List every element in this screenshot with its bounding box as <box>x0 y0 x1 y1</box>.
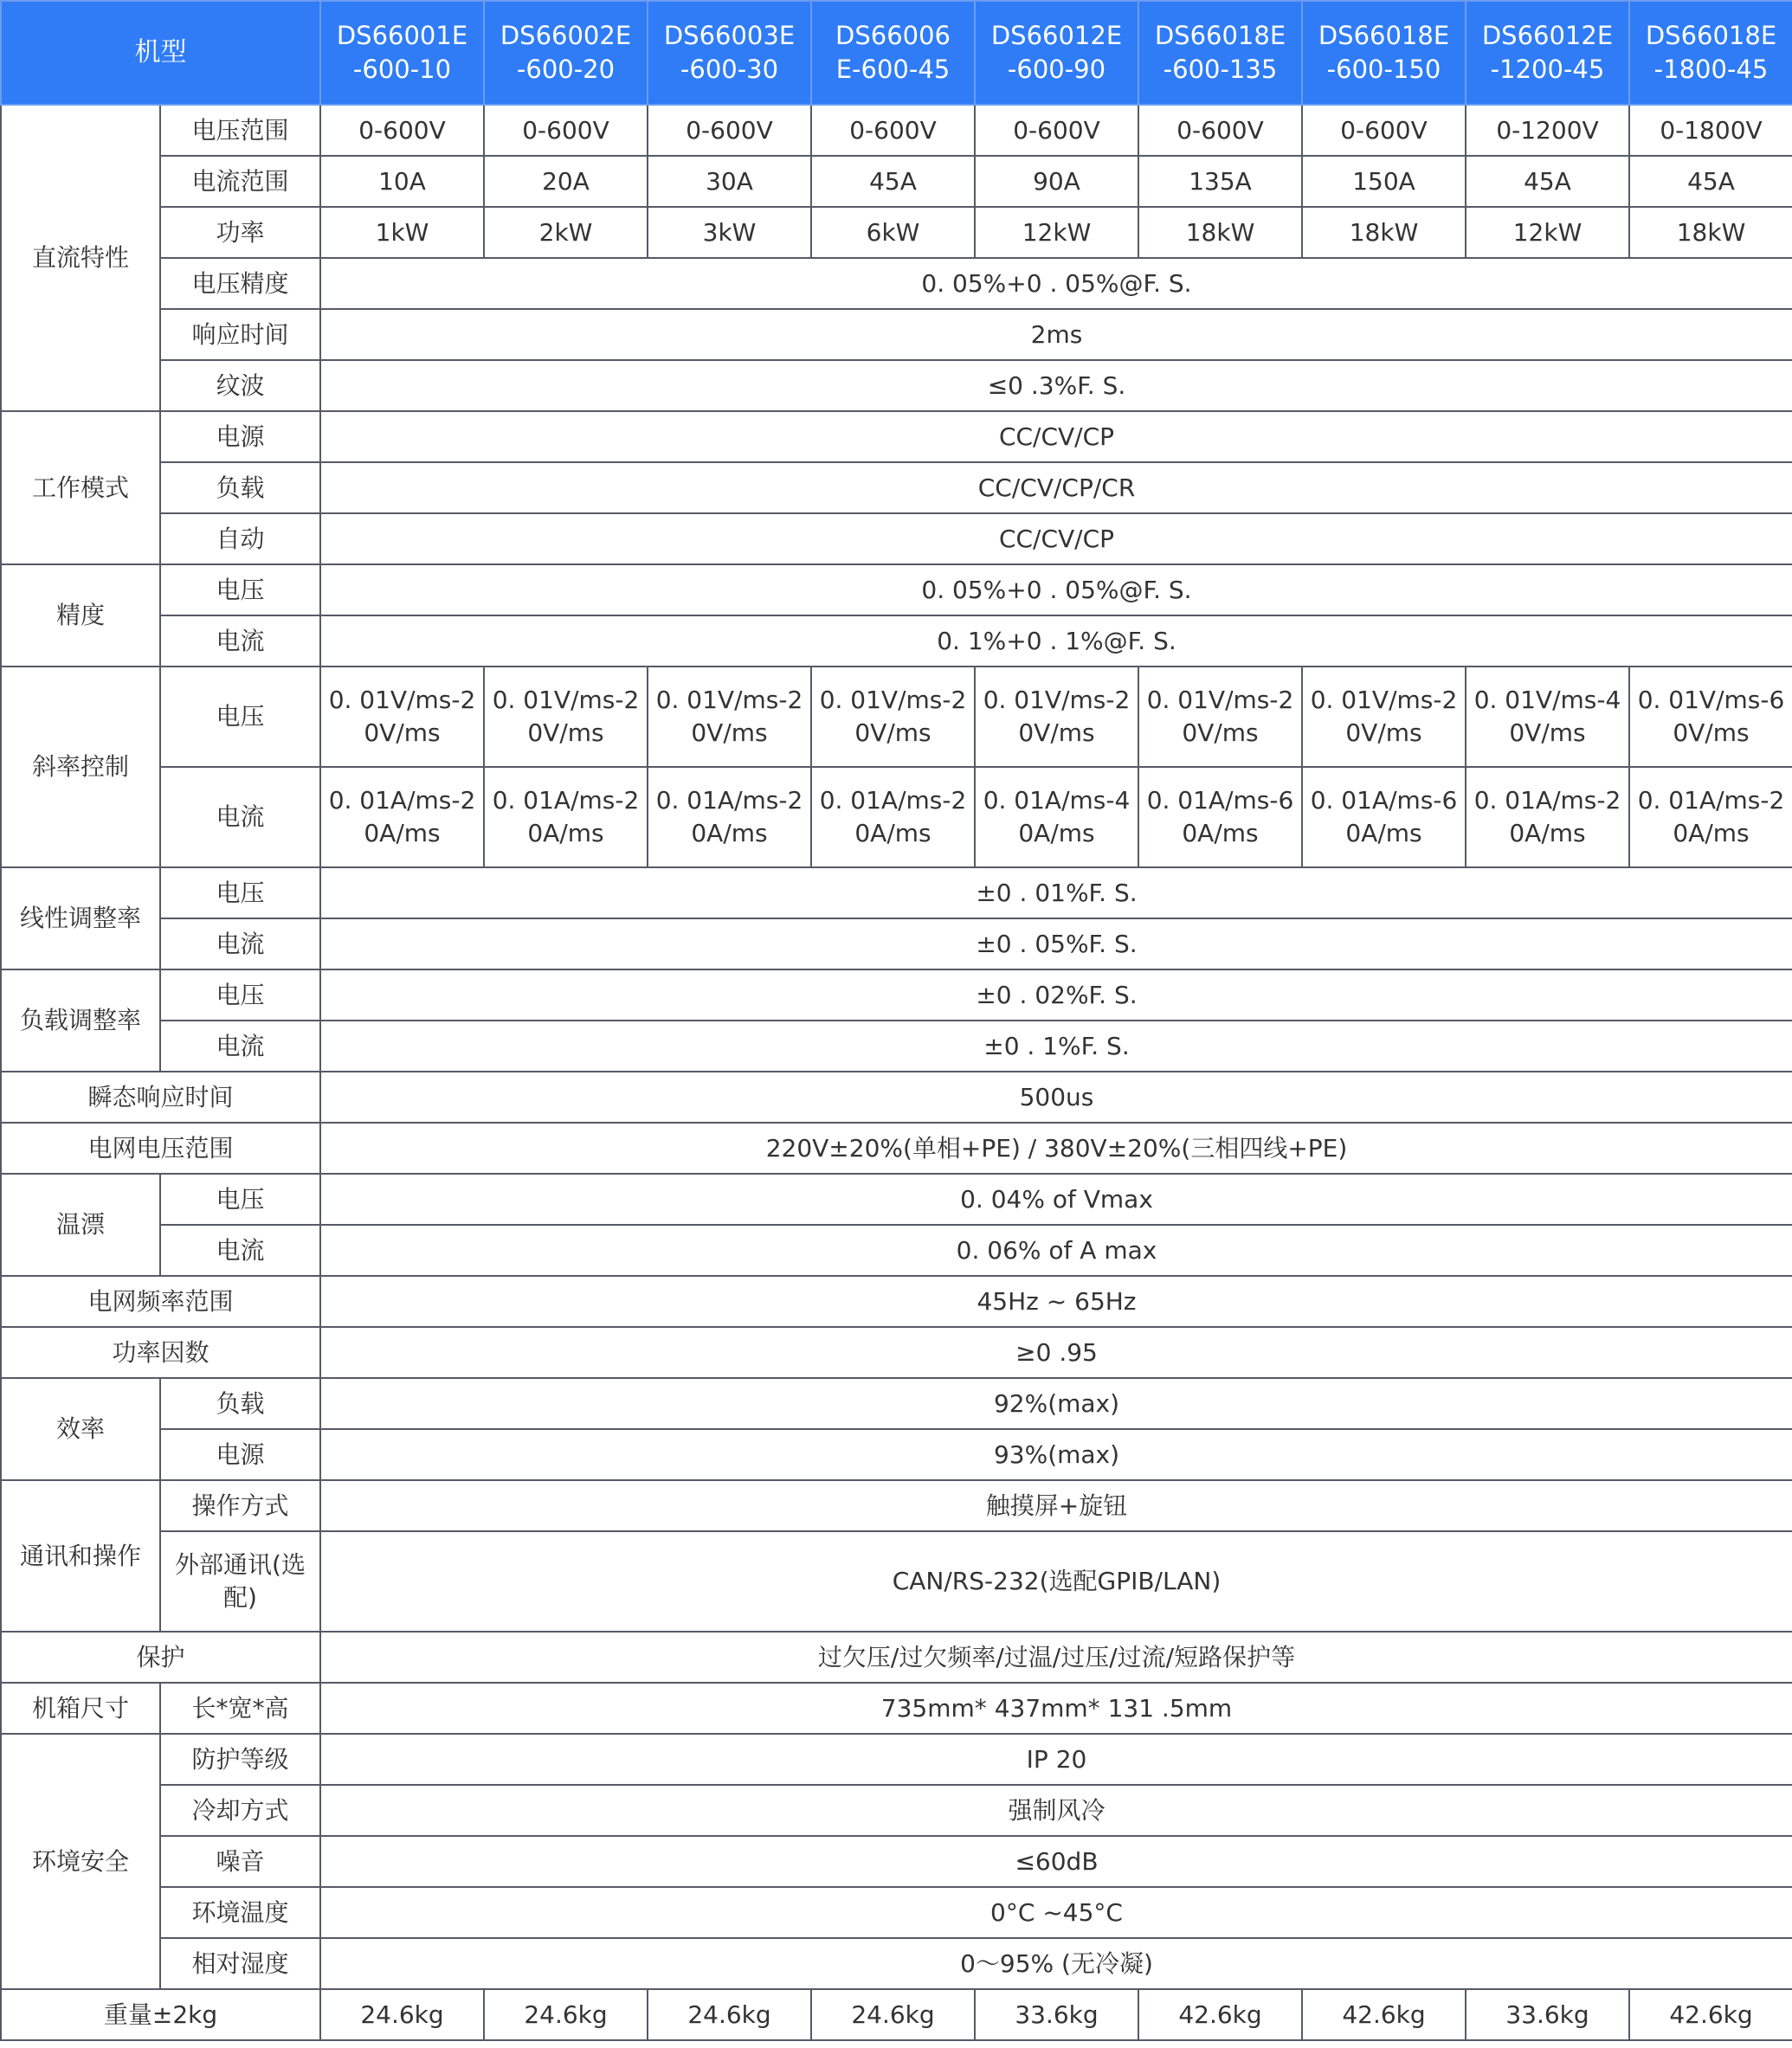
header-row <box>1 1 1792 105</box>
spec-value: 0. 01V/ms-20V/ms <box>648 667 811 767</box>
spec-value: 0. 01A/ms-20A/ms <box>811 767 975 867</box>
spec-wide-label: 电网频率范围 <box>1 1276 320 1327</box>
spec-item-label: 长*宽*高 <box>160 1683 320 1734</box>
spec-value: 90A <box>975 156 1138 207</box>
spec-row <box>1 615 1792 667</box>
spec-group-label: 温漂 <box>1 1174 160 1276</box>
spec-wide-label: 电网电压范围 <box>1 1123 320 1174</box>
spec-row <box>1 1734 1792 1785</box>
spec-row <box>1 411 1792 462</box>
model-name-line1: DS66001E <box>336 20 468 50</box>
spec-row <box>1 105 1792 156</box>
spec-group-label: 环境安全 <box>1 1734 160 1989</box>
spec-value: 0-600V <box>484 105 648 156</box>
spec-value-merged: 735mm* 437mm* 131 .5mm <box>320 1683 1792 1734</box>
model-header-5 <box>975 1 1138 105</box>
spec-value-merged: 强制风冷 <box>320 1785 1792 1836</box>
spec-value: 42.6kg <box>1302 1989 1466 2040</box>
spec-item-label: 负载 <box>160 462 320 513</box>
spec-row <box>1 513 1792 564</box>
spec-value-merged: IP 20 <box>320 1734 1792 1785</box>
model-name-line2: -1200-45 <box>1490 55 1605 84</box>
spec-row <box>1 462 1792 513</box>
spec-value: 0. 01V/ms-20V/ms <box>320 667 484 767</box>
spec-row <box>1 1378 1792 1429</box>
spec-row <box>1 1123 1792 1174</box>
spec-value-merged: 0. 05%+0 . 05%@F. S. <box>320 564 1792 615</box>
model-name-line2: E-600-45 <box>835 55 951 84</box>
spec-row <box>1 1174 1792 1225</box>
spec-item-label: 操作方式 <box>160 1480 320 1531</box>
spec-value: 0-1200V <box>1466 105 1629 156</box>
model-name-line2: -600-10 <box>352 55 452 84</box>
spec-value: 12kW <box>1466 207 1629 258</box>
model-name-line2: -1800-45 <box>1653 55 1769 84</box>
spec-value: 12kW <box>975 207 1138 258</box>
spec-wide-label: 功率因数 <box>1 1327 320 1378</box>
spec-value: 24.6kg <box>320 1989 484 2040</box>
spec-value: 2kW <box>484 207 648 258</box>
spec-item-label: 自动 <box>160 513 320 564</box>
spec-item-label: 相对湿度 <box>160 1938 320 1989</box>
spec-value: 135A <box>1138 156 1302 207</box>
spec-value: 18kW <box>1302 207 1466 258</box>
spec-row <box>1 1938 1792 1989</box>
spec-group-label: 精度 <box>1 564 160 667</box>
spec-item-label: 电压 <box>160 1174 320 1225</box>
model-header-2 <box>484 1 648 105</box>
spec-value-merged: 0°C ~45°C <box>320 1887 1792 1938</box>
spec-value: 0. 01V/ms-20V/ms <box>1302 667 1466 767</box>
spec-value: 24.6kg <box>648 1989 811 2040</box>
model-name-line1: DS66018E <box>1154 20 1286 50</box>
spec-row <box>1 1225 1792 1276</box>
spec-value: 30A <box>648 156 811 207</box>
spec-value: 3kW <box>648 207 811 258</box>
model-name-line2: -600-150 <box>1326 55 1441 84</box>
spec-value-merged: ±0 . 1%F. S. <box>320 1021 1792 1072</box>
spec-row <box>1 1429 1792 1480</box>
spec-group-label: 负载调整率 <box>1 969 160 1072</box>
spec-wide-label: 瞬态响应时间 <box>1 1072 320 1123</box>
spec-value: 0-600V <box>648 105 811 156</box>
spec-item-label: 电源 <box>160 1429 320 1480</box>
spec-row <box>1 918 1792 969</box>
spec-value-merged: 2ms <box>320 309 1792 360</box>
spec-value: 0. 01V/ms-20V/ms <box>975 667 1138 767</box>
spec-value: 6kW <box>811 207 975 258</box>
spec-value: 0-600V <box>975 105 1138 156</box>
spec-value: 33.6kg <box>975 1989 1138 2040</box>
model-header-4 <box>811 1 975 105</box>
spec-group-label: 工作模式 <box>1 411 160 564</box>
model-name-line2: -600-30 <box>680 55 779 84</box>
spec-value: 18kW <box>1629 207 1792 258</box>
spec-value: 45A <box>811 156 975 207</box>
spec-group-label: 斜率控制 <box>1 667 160 867</box>
spec-item-label: 电压 <box>160 667 320 767</box>
spec-value: 0. 01A/ms-20A/ms <box>320 767 484 867</box>
spec-value: 0. 01A/ms-40A/ms <box>975 767 1138 867</box>
spec-value-merged: 0. 06% of A max <box>320 1225 1792 1276</box>
spec-value-merged: 过欠压/过欠频率/过温/过压/过流/短路保护等 <box>320 1632 1792 1683</box>
spec-value: 42.6kg <box>1138 1989 1302 2040</box>
spec-value: 45A <box>1629 156 1792 207</box>
spec-item-label: 功率 <box>160 207 320 258</box>
spec-value: 0. 01V/ms-60V/ms <box>1629 667 1792 767</box>
spec-value-merged: CC/CV/CP/CR <box>320 462 1792 513</box>
spec-row <box>1 156 1792 207</box>
spec-value-merged: 0. 1%+0 . 1%@F. S. <box>320 615 1792 667</box>
spec-group-label: 线性调整率 <box>1 867 160 969</box>
spec-value-merged: 0. 04% of Vmax <box>320 1174 1792 1225</box>
spec-item-label: 电压 <box>160 969 320 1021</box>
spec-row <box>1 1480 1792 1531</box>
spec-value: 45A <box>1466 156 1629 207</box>
spec-value: 18kW <box>1138 207 1302 258</box>
model-name-line2: -600-90 <box>1007 55 1106 84</box>
spec-value-merged: ≤0 .3%F. S. <box>320 360 1792 411</box>
spec-group-label: 直流特性 <box>1 105 160 411</box>
spec-value-merged: 220V±20%(单相+PE) / 380V±20%(三相四线+PE) <box>320 1123 1792 1174</box>
spec-row <box>1 969 1792 1021</box>
spec-item-label: 防护等级 <box>160 1734 320 1785</box>
spec-item-label: 电流 <box>160 767 320 867</box>
model-header-8 <box>1466 1 1629 105</box>
spec-row <box>1 867 1792 918</box>
spec-value: 0-600V <box>320 105 484 156</box>
spec-row <box>1 1887 1792 1938</box>
spec-value: 0. 01A/ms-60A/ms <box>1302 767 1466 867</box>
spec-item-label: 电流 <box>160 1225 320 1276</box>
spec-value: 10A <box>320 156 484 207</box>
spec-item-label: 电流 <box>160 918 320 969</box>
spec-row <box>1 667 1792 767</box>
spec-row <box>1 1327 1792 1378</box>
spec-value: 42.6kg <box>1629 1989 1792 2040</box>
model-header-6 <box>1138 1 1302 105</box>
spec-value-merged: 500us <box>320 1072 1792 1123</box>
spec-wide-label: 重量±2kg <box>1 1989 320 2040</box>
spec-item-label: 负载 <box>160 1378 320 1429</box>
model-name-line1: DS66012E <box>1481 20 1614 50</box>
spec-value-merged: ±0 . 01%F. S. <box>320 867 1792 918</box>
spec-wide-label: 保护 <box>1 1632 320 1683</box>
spec-value-merged: ±0 . 02%F. S. <box>320 969 1792 1021</box>
spec-group-label: 通讯和操作 <box>1 1480 160 1632</box>
spec-value: 0. 01V/ms-20V/ms <box>484 667 648 767</box>
spec-row <box>1 1683 1792 1734</box>
spec-value-merged: 93%(max) <box>320 1429 1792 1480</box>
spec-value: 0-600V <box>1138 105 1302 156</box>
model-header-3 <box>648 1 811 105</box>
spec-row <box>1 1531 1792 1632</box>
spec-value-merged: ≤60dB <box>320 1836 1792 1887</box>
spec-value: 20A <box>484 156 648 207</box>
spec-row <box>1 1989 1792 2040</box>
spec-row <box>1 564 1792 615</box>
spec-value: 150A <box>1302 156 1466 207</box>
spec-item-label: 外部通讯(选配) <box>160 1531 320 1632</box>
spec-row <box>1 1785 1792 1836</box>
spec-row <box>1 1836 1792 1887</box>
spec-value: 0. 01A/ms-20A/ms <box>1629 767 1792 867</box>
spec-value: 33.6kg <box>1466 1989 1629 2040</box>
model-name-line1: DS66002E <box>500 20 632 50</box>
spec-value: 0. 01V/ms-20V/ms <box>811 667 975 767</box>
spec-item-label: 电流 <box>160 1021 320 1072</box>
spec-value: 0-1800V <box>1629 105 1792 156</box>
spec-table-body <box>1 1 1792 2040</box>
spec-value-merged: 触摸屏+旋钮 <box>320 1480 1792 1531</box>
spec-value-merged: ±0 . 05%F. S. <box>320 918 1792 969</box>
model-name-line1: DS66018E <box>1318 20 1450 50</box>
spec-value: 0. 01A/ms-20A/ms <box>648 767 811 867</box>
spec-value: 24.6kg <box>484 1989 648 2040</box>
spec-value: 0-600V <box>1302 105 1466 156</box>
model-header-7 <box>1302 1 1466 105</box>
spec-row <box>1 360 1792 411</box>
model-name-line1: DS66018E <box>1645 20 1777 50</box>
spec-row <box>1 1276 1792 1327</box>
spec-row <box>1 767 1792 867</box>
spec-row <box>1 1072 1792 1123</box>
spec-item-label: 冷却方式 <box>160 1785 320 1836</box>
spec-value: 0. 01V/ms-40V/ms <box>1466 667 1629 767</box>
spec-item-label: 电源 <box>160 411 320 462</box>
model-name-line1: DS66003E <box>663 20 796 50</box>
spec-row <box>1 258 1792 309</box>
spec-group-label: 机箱尺寸 <box>1 1683 160 1734</box>
spec-item-label: 电流 <box>160 615 320 667</box>
spec-value: 24.6kg <box>811 1989 975 2040</box>
spec-value-merged: CC/CV/CP <box>320 513 1792 564</box>
spec-row <box>1 1632 1792 1683</box>
spec-item-label: 电流范围 <box>160 156 320 207</box>
spec-value-merged: ≥0 .95 <box>320 1327 1792 1378</box>
spec-item-label: 电压精度 <box>160 258 320 309</box>
spec-item-label: 电压 <box>160 564 320 615</box>
spec-value-merged: 0～95% (无冷凝) <box>320 1938 1792 1989</box>
spec-value: 0. 01A/ms-20A/ms <box>1466 767 1629 867</box>
spec-item-label: 纹波 <box>160 360 320 411</box>
spec-group-label: 效率 <box>1 1378 160 1480</box>
spec-row <box>1 309 1792 360</box>
spec-item-label: 响应时间 <box>160 309 320 360</box>
spec-value: 0-600V <box>811 105 975 156</box>
spec-value-merged: 92%(max) <box>320 1378 1792 1429</box>
model-header-label: 机型 <box>1 1 320 105</box>
spec-value: 0. 01A/ms-60A/ms <box>1138 767 1302 867</box>
spec-item-label: 环境温度 <box>160 1887 320 1938</box>
model-name-line2: -600-20 <box>516 55 616 84</box>
model-header-1 <box>320 1 484 105</box>
spec-row <box>1 1021 1792 1072</box>
spec-value-merged: 0. 05%+0 . 05%@F. S. <box>320 258 1792 309</box>
model-name-line1: DS66012E <box>990 20 1123 50</box>
spec-value: 0. 01V/ms-20V/ms <box>1138 667 1302 767</box>
model-name-line2: -600-135 <box>1163 55 1278 84</box>
spec-value-merged: CAN/RS-232(选配GPIB/LAN) <box>320 1531 1792 1632</box>
spec-value: 0. 01A/ms-20A/ms <box>484 767 648 867</box>
spec-value-merged: CC/CV/CP <box>320 411 1792 462</box>
spec-item-label: 电压范围 <box>160 105 320 156</box>
spec-value: 1kW <box>320 207 484 258</box>
spec-row <box>1 207 1792 258</box>
model-header-9 <box>1629 1 1792 105</box>
model-name-line1: DS66006 <box>835 20 951 50</box>
spec-value-merged: 45Hz ~ 65Hz <box>320 1276 1792 1327</box>
spec-item-label: 噪音 <box>160 1836 320 1887</box>
spec-item-label: 电压 <box>160 867 320 918</box>
